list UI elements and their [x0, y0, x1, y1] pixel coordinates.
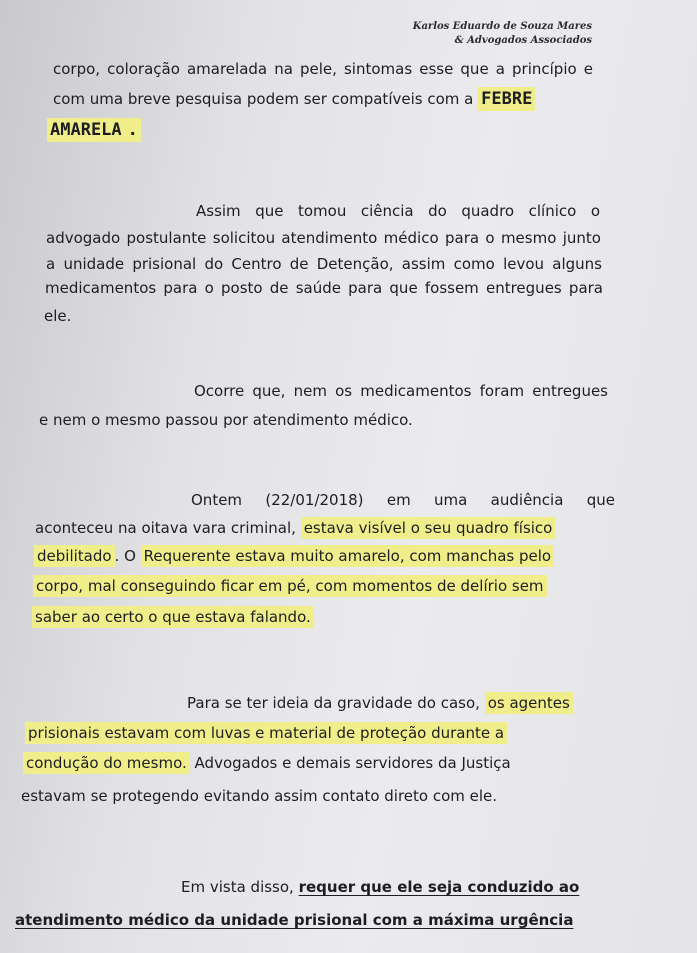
p2-line1: Assim que tomou ciência do quadro clínico o [196, 202, 600, 220]
p5-line4: estavam se protegendo evitando assim contato direto com ele. [21, 787, 498, 805]
letterhead [413, 20, 592, 48]
p1-period: . [125, 118, 141, 142]
p5-line1 [187, 693, 627, 713]
p3-line2: e nem o mesmo passou por atendimento médico. [39, 411, 413, 429]
p4-line3 [34, 546, 629, 566]
p4-highlight-debilitado: debilitado [34, 545, 115, 567]
p5-line1-text: Para se ter ideia da gravidade do caso, [187, 694, 480, 712]
p2-line4: medicamentos para o posto de saúde para que fossem entregues para [45, 279, 603, 297]
p4-highlight-requerente: Requerente estava muito amarelo, com manchas pelo [141, 545, 554, 567]
p5-highlight-conducao: condução do mesmo. [23, 752, 190, 774]
p1-line3 [47, 120, 141, 140]
p4-line5 [32, 607, 314, 627]
p1-highlight-febre: FEBRE [478, 87, 535, 111]
p4-line2-text: aconteceu na oitava vara criminal, [35, 519, 296, 537]
p2-line3: a unidade prisional do Centro de Detenção, assim como levou alguns [46, 255, 602, 273]
p2-line2: advogado postulante solicitou atendimento médico para o mesmo junto [46, 229, 601, 247]
p6-line1-text: Em vista disso, [181, 878, 294, 896]
p4-highlight-saber: saber ao certo o que estava falando. [32, 606, 314, 628]
p4-line4 [33, 576, 628, 596]
letterhead-firm-name: Karlos Eduardo de Souza Mares [412, 21, 592, 32]
p6-line1 [181, 877, 641, 897]
p3-line1: Ocorre que, nem os medicamentos foram entregues [194, 382, 608, 400]
p1-line2-text: com uma breve pesquisa podem ser compatíveis com a [53, 90, 474, 108]
p5-line2 [25, 723, 631, 743]
p6-bold-requer: requer que ele seja conduzido ao [298, 878, 580, 896]
p4-highlight-corpo: corpo, mal conseguindo ficar em pé, com momentos de delírio sem [33, 575, 547, 597]
p4-line3-mid: . O [114, 547, 136, 565]
p5-line3 [23, 753, 633, 773]
p4-line1: Ontem (22/01/2018) em uma audiência que [191, 491, 615, 509]
p1-line1: corpo, coloração amarelada na pele, sintomas esse que a princípio e [53, 60, 593, 78]
p5-highlight-agentes: os agentes [485, 692, 573, 714]
p1-highlight-amarela: AMARELA [47, 118, 125, 142]
p5-highlight-prisionais: prisionais estavam com luvas e material de proteção durante a [25, 722, 507, 744]
letterhead-firm-associates: & Advogados Associados [454, 35, 592, 46]
p2-line5: ele. [44, 307, 72, 325]
p1-line2 [53, 89, 603, 109]
p6-line2: atendimento médico da unidade prisional com a máxima urgência [15, 911, 574, 929]
p5-line3-text: Advogados e demais servidores da Justiça [194, 754, 511, 772]
p4-highlight-quadro: estava visível o seu quadro físico [301, 517, 556, 539]
p4-line2 [35, 518, 625, 538]
